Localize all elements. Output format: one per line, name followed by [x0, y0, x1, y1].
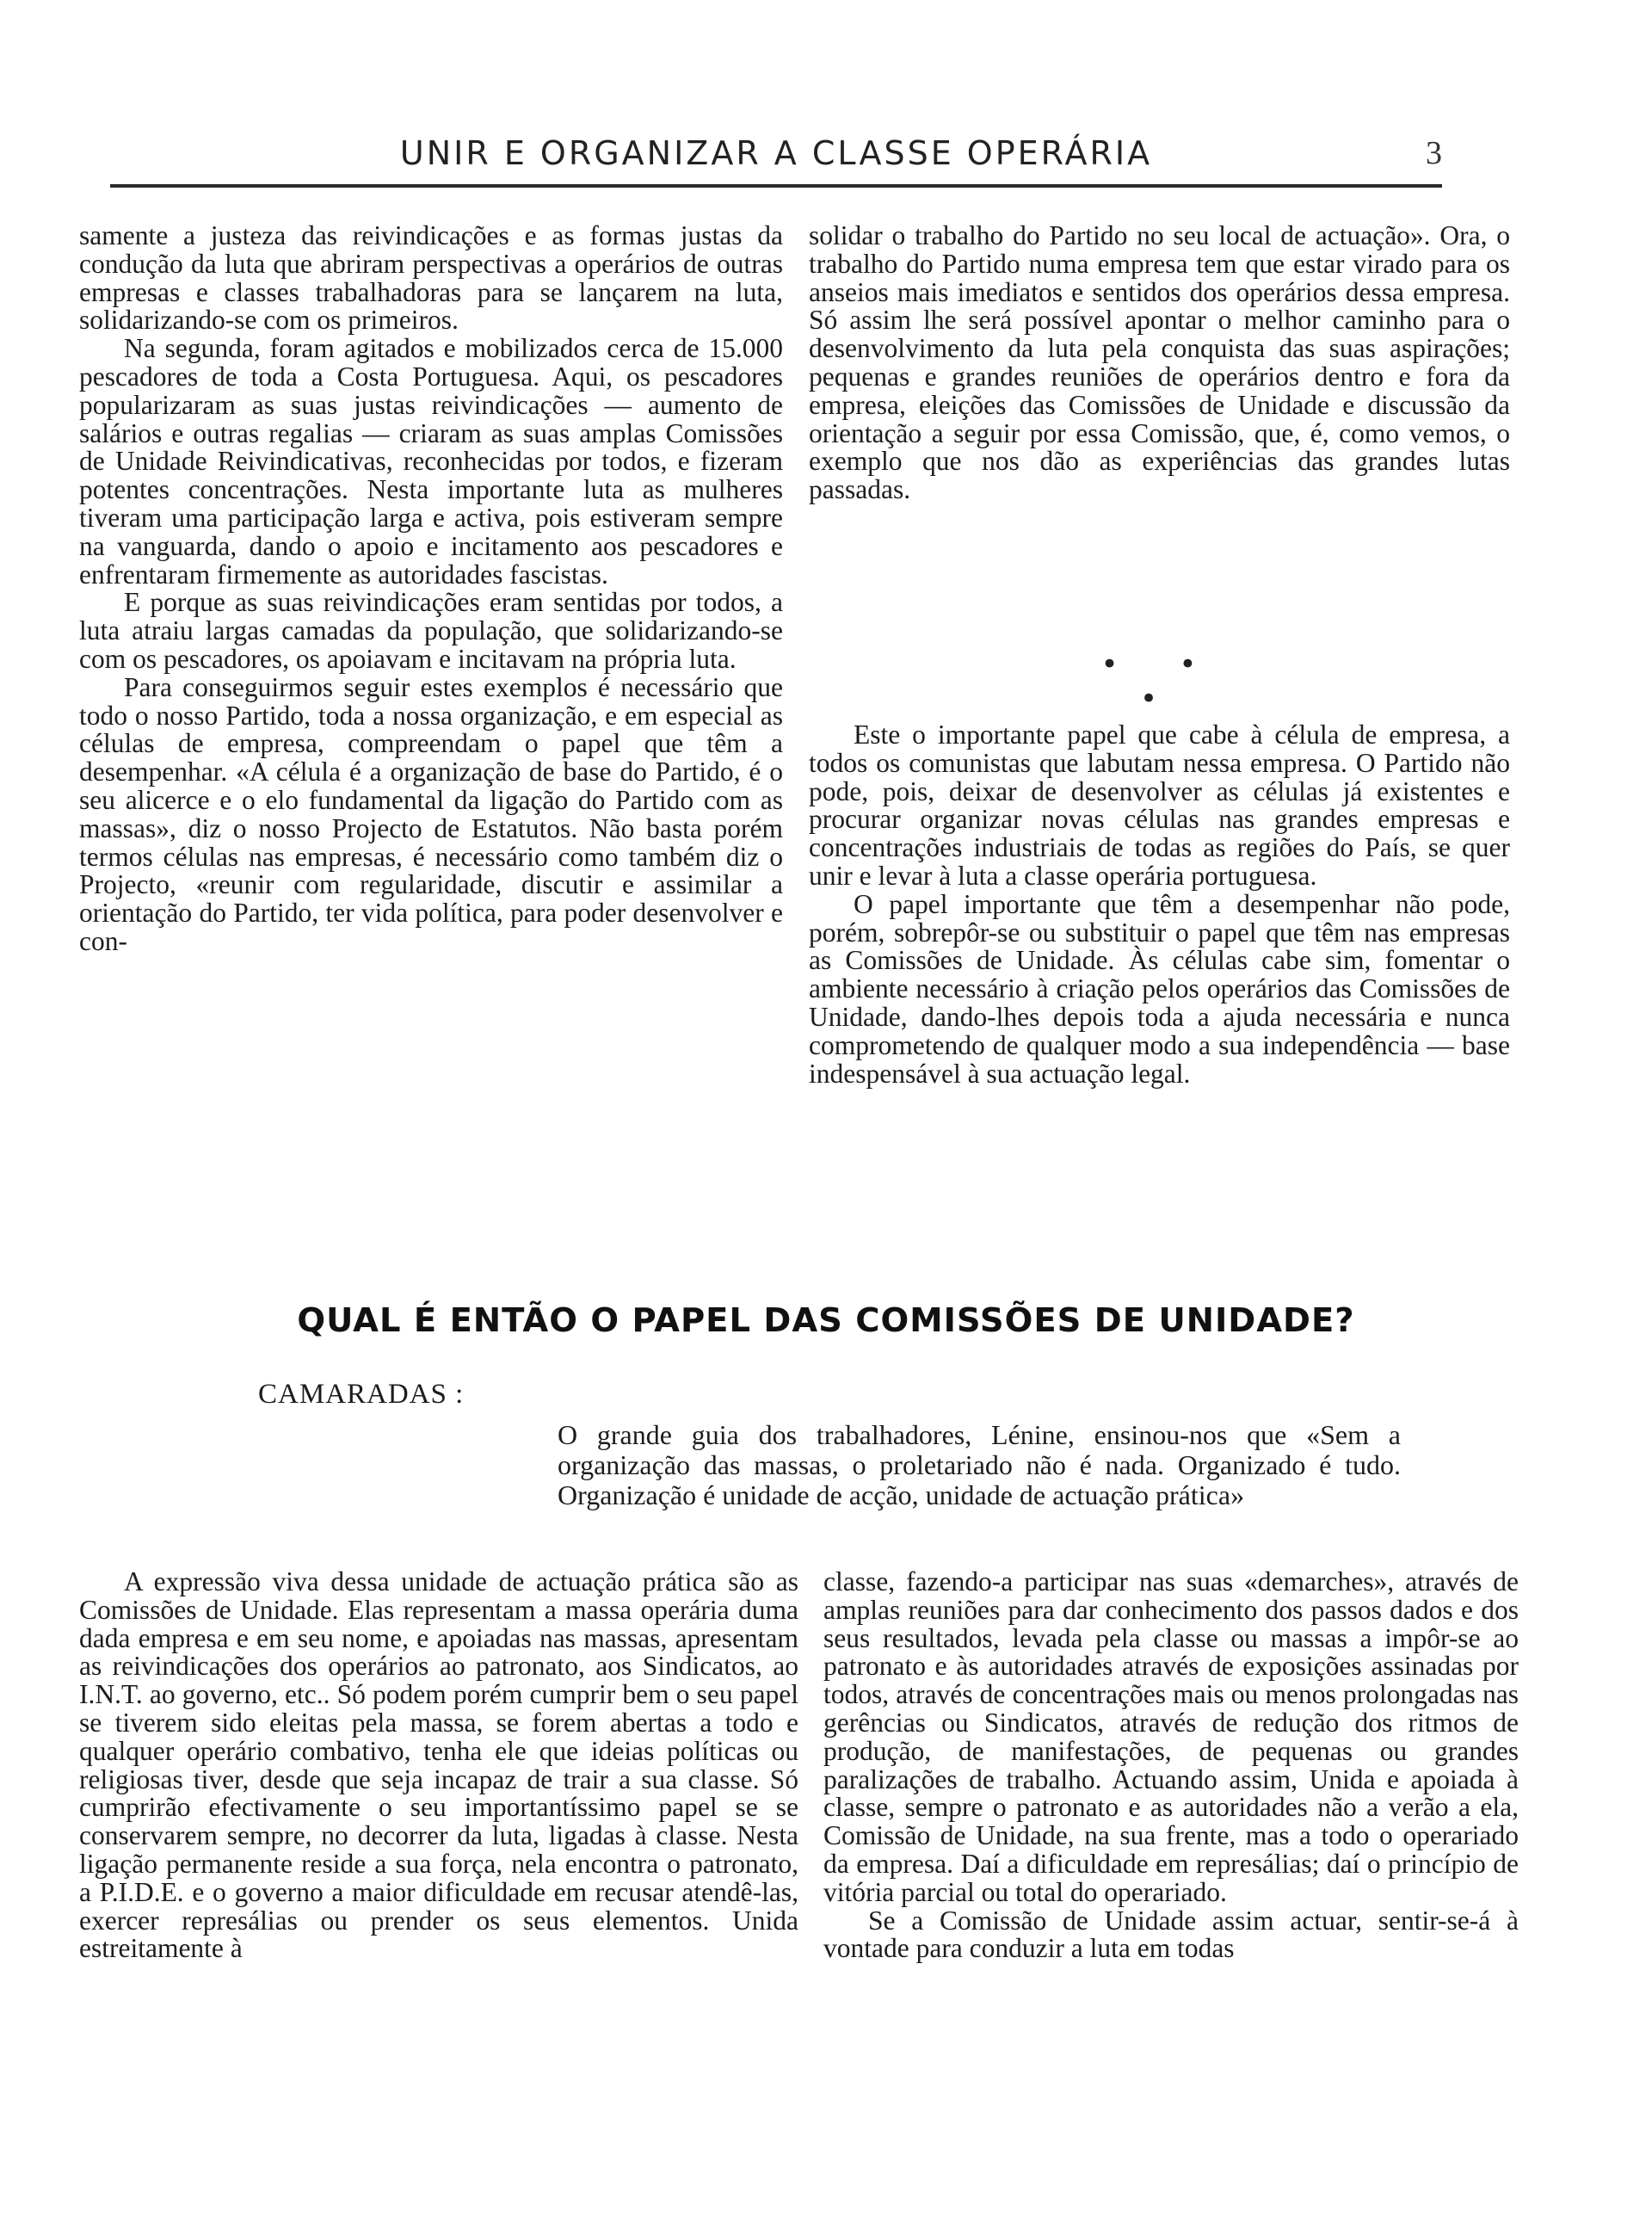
paragraph: Para conseguirmos seguir estes exemplos é necessário que todo o nosso Partido, toda a nossa organização, e em especial as células de empresa, compreendam o papel que têm a desempenhar. «A célula é a organização de base do Partido, é o seu alicerce e o elo fundamental da ligação do Partido com as massas», diz o nosso Projecto de Estatutos. Não basta porém termos células nas empresas, é necessário como também diz o Projecto, «reunir com regularidade, discutir e assimilar a orientação do Partido, ter vida política, para poder desenvolver e con- — [79, 671, 783, 956]
paragraph: O papel importante que têm a desempenhar não pode, porém, sobrepôr-se ou substituir o papel que têm nas empresas as Comissões de Unidade. Às células cabe sim, fomentar o ambiente necessário à criação pelos operários das Comissões de Unidade, dando-lhes depois toda a ajuda necessária e nunca comprometendo de qualquer modo a sua independência — base indespensável à sua actuação legal. — [809, 888, 1510, 1089]
paragraph: Na segunda, foram agitados e mobilizados cerca de 15.000 pescadores de toda a Costa Portuguesa. Aqui, os pescadores popularizaram as suas justas reivindicações — aumento de salários e outras regalias — criaram as suas amplas Comissões de Unidade Reivindicativas, reconhecidas por todos, e fizeram potentes concentrações. Nesta importante luta as mulheres tiveram uma participação larga e activa, pois estiveram sempre na vanguarda, dando o apoio e incitamento aos pescadores e enfrentaram firmemente as autoridades fascistas. — [79, 333, 783, 590]
paragraph: Este o importante papel que cabe à célula de empresa, a todos os comunistas que labutam nessa empresa. O Partido não pode, pois, deixar de desenvolver as células já existentes e procurar organizar novas células nas grandes empresas e concentrações industriais de todas as regiões do País, se quer unir e levar à luta a classe operária portuguesa. — [809, 719, 1510, 891]
section-separator: • • • — [1100, 647, 1223, 716]
lenin-quote: O grande guia dos trabalhadores, Lénine, ensinou-nos que «Sem a organização das massas, o proletariado não é nada. Organizado é tudo. Organização é unidade de acção, unidade de actuação prática» — [558, 1419, 1401, 1510]
paragraph: classe, fazendo-a participar nas suas «demarches», através de amplas reuniões para dar conhecimento dos passos dados e dos seus resultados, levada pela classe ou massas a impôr-se ao patronato e às autoridades através de exposições assinadas por todos, através de concentrações mais ou menos prolongadas nas gerências ou Sindicatos, através de redução dos ritmos de produção, de manifestações, de pequenas ou grandes paralizações de trabalho. Actuando assim, Unida e apoiada à classe, sempre o patronato e as autoridades não a verão a ela, Comissão de Unidade, na sua frente, mas a todo o operariado da empresa. Daí a dificuldade em represálias; daí o princípio de vitória parcial ou total do operariado. — [823, 1566, 1519, 1907]
page-header — [110, 129, 1442, 181]
header-rule — [110, 184, 1442, 188]
paragraph: solidar o trabalho do Partido no seu local de actuação». Ora, o trabalho do Partido numa empresa tem que estar virado para os anseios mais imediatos e sentidos dos operários dessa empresa. Só assim lhe será possível apontar o melhor caminho para o desenvolvimento da luta pela conquista das suas aspirações; pequenas e grandes reuniões de operários dentro e fora da empresa, eleições das Comissões de Unidade e discussão da orientação a seguir por essa Comissão, que, é, como vemos, o exemplo que nos dão as experiências das grandes lutas passadas. — [809, 220, 1510, 505]
bottom-left-column — [79, 1568, 798, 1963]
paragraph: E porque as suas reivindicações eram sentidas por todos, a luta atraiu largas camadas da população, que solidarizando-se com os pescadores, os apoiavam e incitavam na própria luta. — [79, 587, 783, 674]
running-title: UNIR E ORGANIZAR A CLASSE OPERÁRIA — [399, 134, 1153, 172]
section-heading: QUAL É ENTÃO O PAPEL DAS COMISSÕES DE UNIDADE? — [297, 1301, 1355, 1340]
top-right-column — [809, 222, 1510, 504]
salutation: CAMARADAS : — [258, 1379, 465, 1410]
paragraph: Se a Comissão de Unidade assim actuar, sentir-se-á à vontade para conduzir a luta em todas — [823, 1905, 1519, 1964]
page-number: 3 — [1426, 135, 1442, 171]
paragraph: A expressão viva dessa unidade de actuação prática são as Comissões de Unidade. Elas representam a massa operária duma dada empresa e em seu nome, e apoiadas nas massas, apresentam as reivindicações dos operários ao patronato, aos Sindicatos, ao I.N.T. ao governo, etc.. Só podem porém cumprir bem o seu papel se tiverem sido eleitas pela massa, se forem abertas a todo e qualquer operário combativo, tenha ele que ideias políticas ou religiosas tiver, desde que seja incapaz de trair a sua classe. Só cumprirão efectivamente o seu importantíssimo papel se se conservarem sempre, no decorrer da luta, ligadas à classe. Nesta ligação permanente reside a sua força, nela encontra o patronato, a P.I.D.E. e o governo a maior dificuldade em recusar atendê-las, exercer represálias ou prender os seus elementos. Unida estreitamente à — [79, 1566, 798, 1964]
top-left-column — [79, 222, 783, 956]
paragraph: samente a justeza das reivindicações e as formas justas da condução da luta que abriram perspectivas a operários de outras empresas e classes trabalhadoras para se lançarem na luta, solidarizando-se com os primeiros. — [79, 220, 783, 336]
bottom-right-column — [823, 1568, 1519, 1963]
top-right-column-continued — [809, 721, 1510, 1088]
